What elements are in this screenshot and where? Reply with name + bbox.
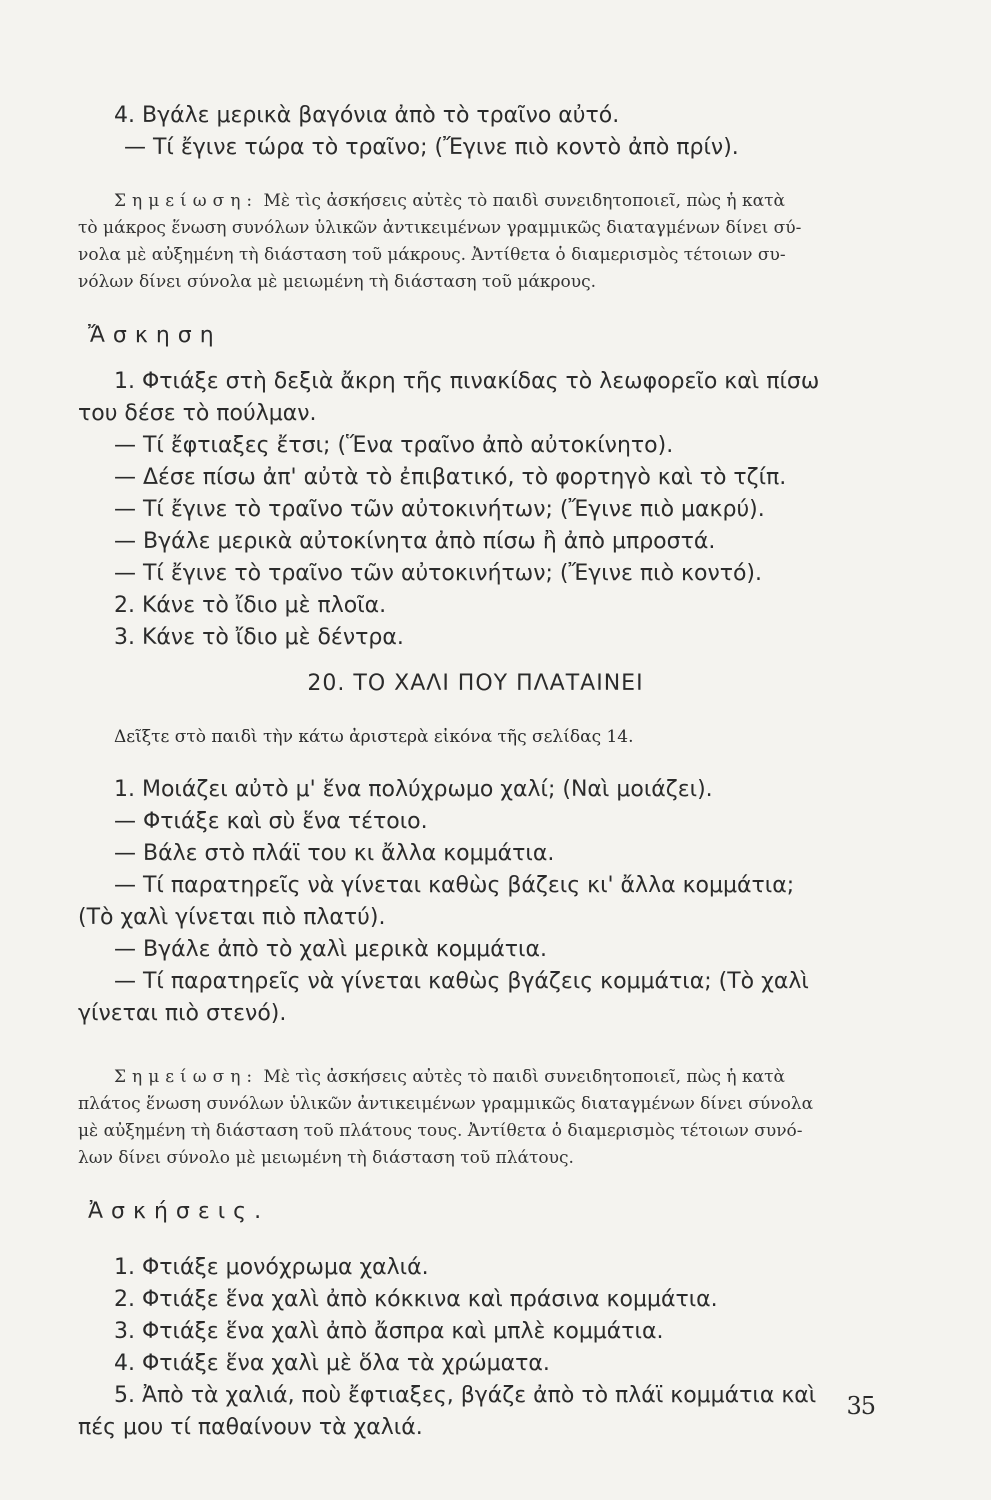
- exercise-line: 3. Κάνε τὸ ἴδιο μὲ δέντρα.: [114, 625, 404, 650]
- exercise-item-4: 4. Βγάλε μερικὰ βαγόνια ἀπὸ τὸ τραῖνο αὐτό.: [114, 103, 620, 128]
- exercise-line: 2. Φτιάξε ἕνα χαλὶ ἀπὸ κόκκινα καὶ πράσινα κομμάτια.: [114, 1287, 718, 1312]
- note-text: νολα μὲ αὐξημένη τὴ διάσταση τοῦ μάκρους. Ἀντίθετα ὁ διαμερισμὸς τέτοιων συ-: [78, 245, 786, 265]
- note-label: Σημείωση:: [114, 191, 259, 211]
- exercise-line: — Τί ἔγινε τὸ τραῖνο τῶν αὐτοκινήτων; (Ἔγινε πιὸ μακρύ).: [114, 497, 765, 522]
- exercise-line: 5. Ἀπὸ τὰ χαλιά, ποὺ ἔφτιαξες, βγάζε ἀπὸ τὸ πλάϊ κομμάτια καὶ: [114, 1383, 817, 1408]
- section-title: 20. ΤΟ ΧΑΛΙ ΠΟΥ ΠΛΑΤΑΙΝΕΙ: [307, 671, 644, 696]
- note-block-2: [78, 1064, 873, 1172]
- exercise-line: 4. Φτιάξε ἕνα χαλὶ μὲ ὅλα τὰ χρώματα.: [114, 1351, 550, 1376]
- section-line: — Τί παρατηρεῖς νὰ γίνεται καθὼς βγάζεις κομμάτια; (Τὸ χαλὶ: [114, 969, 809, 994]
- note-block-1: [78, 188, 873, 296]
- exercise-line: 1. Φτιάξε στὴ δεξιὰ ἄκρη τῆς πινακίδας τὸ λεωφορεῖο καὶ πίσω: [114, 369, 820, 394]
- section-line: — Φτιάξε καὶ σὺ ἕνα τέτοιο.: [114, 809, 428, 834]
- exercise-line: πές μου τί παθαίνουν τὰ χαλιά.: [78, 1415, 423, 1440]
- exercise-item-4-question: — Τί ἔγινε τώρα τὸ τραῖνο; (Ἔγινε πιὸ κοντὸ ἀπὸ πρίν).: [124, 135, 739, 160]
- section-line: 1. Μοιάζει αὐτὸ μ' ἕνα πολύχρωμο χαλί; (Ναὶ μοιάζει).: [114, 777, 713, 802]
- exercise-line: 3. Φτιάξε ἕνα χαλὶ ἀπὸ ἄσπρα καὶ μπλὲ κομμάτια.: [114, 1319, 664, 1344]
- section-line: — Τί παρατηρεῖς νὰ γίνεται καθὼς βάζεις κι' ἄλλα κομμάτια;: [114, 873, 795, 898]
- note-text: νόλων δίνει σύνολα μὲ μειωμένη τὴ διάσταση τοῦ μάκρους.: [78, 272, 597, 292]
- exercise-line: — Τί ἔγινε τὸ τραῖνο τῶν αὐτοκινήτων; (Ἔγινε πιὸ κοντό).: [114, 561, 763, 586]
- note-text: μὲ αὐξημένη τὴ διάσταση τοῦ πλάτους τους. Ἀντίθετα ὁ διαμερισμὸς τέτοιων συνό-: [78, 1121, 803, 1141]
- section-line: (Τὸ χαλὶ γίνεται πιὸ πλατύ).: [78, 905, 386, 930]
- note-text: λων δίνει σύνολο μὲ μειωμένη τὴ διάσταση τοῦ πλάτους.: [78, 1148, 574, 1168]
- section-line: — Βγάλε ἀπὸ τὸ χαλὶ μερικὰ κομμάτια.: [114, 937, 547, 962]
- note-text: Μὲ τὶς ἀσκήσεις αὐτὲς τὸ παιδὶ συνειδητοποιεῖ, πὼς ἡ κατὰ: [263, 191, 785, 211]
- section-line: γίνεται πιὸ στενό).: [78, 1001, 287, 1026]
- exercise-line: 1. Φτιάξε μονόχρωμα χαλιά.: [114, 1255, 429, 1280]
- exercise-line: — Τί ἔφτιαξες ἔτσι; (Ἕνα τραῖνο ἀπὸ αὐτοκίνητο).: [114, 433, 674, 458]
- exercise-line: — Βγάλε μερικὰ αὐτοκίνητα ἀπὸ πίσω ἢ ἀπὸ μπροστά.: [114, 529, 716, 554]
- exercise-line: — Δέσε πίσω ἀπ' αὐτὰ τὸ ἐπιβατικό, τὸ φορτηγὸ καὶ τὸ τζίπ.: [114, 465, 787, 490]
- section-line: — Βάλε στὸ πλάϊ του κι ἄλλα κομμάτια.: [114, 841, 555, 866]
- section-intro: Δεῖξτε στὸ παιδὶ τὴν κάτω ἀριστερὰ εἰκόνα τῆς σελίδας 14.: [114, 727, 634, 747]
- note-text: πλάτος ἕνωση συνόλων ὑλικῶν ἀντικειμένων γραμμικῶς διαταγμένων δίνει σύνολα: [78, 1094, 814, 1114]
- page-number: 35: [846, 1392, 875, 1420]
- note-label: Σημείωση:: [114, 1067, 259, 1087]
- note-text: Μὲ τὶς ἀσκήσεις αὐτὲς τὸ παιδὶ συνειδητοποιεῖ, πὼς ἡ κατὰ: [263, 1067, 785, 1087]
- note-text: τὸ μάκρος ἕνωση συνόλων ὑλικῶν ἀντικειμένων γραμμικῶς διαταγμένων δίνει σύ-: [78, 218, 802, 238]
- exercise-line: του δέσε τὸ πούλμαν.: [78, 401, 317, 426]
- exercise-line: 2. Κάνε τὸ ἴδιο μὲ πλοῖα.: [114, 593, 387, 618]
- exercise-heading: Ἄσκηση: [88, 323, 222, 348]
- exercises-heading: Ἀσκήσεις.: [88, 1199, 270, 1224]
